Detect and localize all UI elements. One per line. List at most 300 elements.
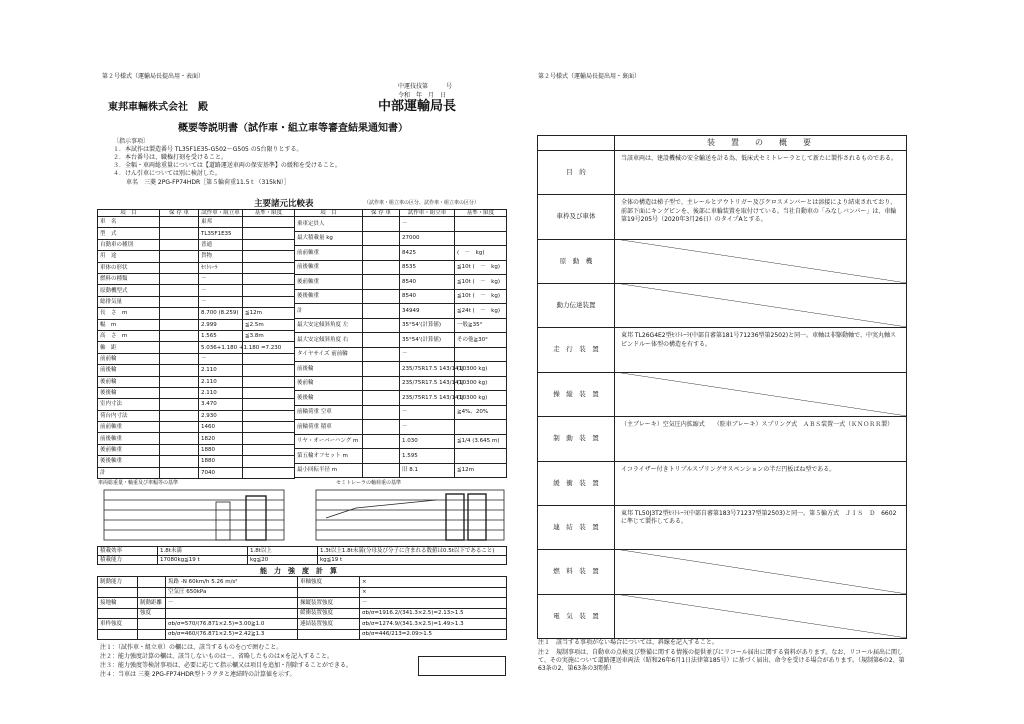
spec-cell: 軸 距 — [98, 342, 160, 353]
device-row-text — [614, 194, 907, 238]
spec-cell: 35°54'(計算値) — [400, 333, 455, 348]
spec-row — [98, 274, 295, 285]
spec-cell — [363, 304, 400, 319]
spec-cell — [160, 330, 199, 341]
instructions-heading: 〔指示事項〕 — [113, 138, 150, 145]
spec-row — [295, 449, 507, 464]
spec-cell: 2.110 — [199, 376, 243, 387]
instruction-2: ２．本台番号は、職権打刻を受けること。 — [113, 154, 228, 161]
spec-cell — [363, 347, 400, 362]
device-row-text — [614, 416, 907, 460]
spec-row — [98, 410, 295, 421]
spec-cell: 前輪荷重 積車 — [295, 420, 363, 435]
spec-cell: 後後輪 — [295, 391, 363, 406]
spec-row — [98, 330, 295, 341]
efficiency-cell: kg≦20 — [248, 556, 318, 565]
device-row-label: 電 気 装 置 — [553, 611, 599, 620]
spec-cell: 貨物 — [199, 251, 243, 262]
spec-cell — [160, 353, 199, 364]
spec-cell: 長 さ m — [98, 308, 160, 319]
performance-cell: 接地輪 — [98, 598, 138, 609]
spec-cell — [243, 285, 295, 296]
spec-cell — [363, 217, 400, 232]
spec-cell: 後前輪 — [295, 376, 363, 391]
spec-cell — [363, 434, 400, 449]
spec-cell — [363, 391, 400, 406]
spec-cell: 8540 — [400, 289, 455, 304]
device-row-label: 原 動 機 — [559, 256, 593, 265]
spec-cell — [243, 422, 295, 433]
spec-cell: 原動機型式 — [98, 285, 160, 296]
spec-row — [98, 217, 295, 228]
spec-cell — [243, 239, 295, 250]
efficiency-row — [98, 556, 507, 565]
spec-cell — [160, 433, 199, 444]
spec-row — [295, 362, 507, 377]
device-row — [538, 505, 906, 550]
spec-row — [98, 376, 295, 387]
spec-row — [295, 231, 507, 246]
device-row-description: （主ブレーキ）空気圧内拡縮式 （駐車ブレーキ）スプリング式 ＡＢＳ装置一式（ＫＮＯＲＲ製） — [621, 421, 894, 429]
device-row-text — [614, 461, 907, 505]
spec-cell — [455, 231, 507, 246]
device-row — [538, 239, 906, 284]
spec-cell: － — [199, 353, 243, 364]
spec-cell — [243, 467, 295, 478]
performance-cell: 制動能力 — [98, 577, 138, 588]
performance-cell: 車枠強度 — [98, 619, 138, 630]
device-row-struck — [614, 372, 907, 416]
device-row-label: 燃 料 装 置 — [553, 567, 599, 576]
spec-cell: タイヤサイズ 前前輪 — [295, 347, 363, 362]
spec-cell: 普通 — [199, 239, 243, 250]
spec-cell — [160, 410, 199, 421]
spec-row — [98, 387, 295, 398]
performance-cell: σb/σ=460/(76.871×2.5)=2.42≧1.3 — [166, 629, 298, 640]
instruction-4: ４．けん引車については別に検討した。 — [113, 170, 221, 177]
spec-cell: － — [400, 420, 455, 435]
performance-cell — [138, 577, 166, 588]
device-row-text — [614, 327, 907, 371]
spec-col-header: 項 目 — [98, 210, 160, 217]
performance-cell: × — [360, 587, 507, 598]
left-note-2: 注２：能力強度計算の欄は、該当しないものは－、省略したものは×を記入すること。 — [100, 653, 334, 660]
performance-row — [98, 577, 507, 588]
spec-cell: 後後輪 — [98, 387, 160, 398]
spec-cell: 1.595 — [400, 449, 455, 464]
spec-row — [295, 347, 507, 362]
right-note-1: 注１ 該当する事項がない場合については、斜線を記入すること。 — [538, 639, 718, 646]
spec-cell — [160, 387, 199, 398]
spec-row — [295, 434, 507, 449]
spec-row — [98, 422, 295, 433]
spec-cell: － — [400, 405, 455, 420]
spec-cell: 前後軸重 — [295, 260, 363, 275]
spec-cell — [455, 217, 507, 232]
spec-col-header: 試作車・組立車 — [400, 210, 455, 217]
instruction-1: １．本試作は製造番号 TL35F1E35-G502～G505 の5台限りとする。 — [113, 146, 303, 153]
device-row-description: イコライザー付きトリプルスプリングサスペンションの半だ円板ばね型である。 — [621, 465, 836, 473]
spec-cell — [455, 347, 507, 362]
spec-row — [98, 262, 295, 273]
performance-cell: － — [360, 598, 507, 609]
performance-row — [98, 629, 507, 640]
device-row-label: 目 的 — [566, 168, 586, 176]
addressee: 東邦車輛株式会社 殿 — [108, 102, 208, 113]
spec-cell: 車 名 — [98, 217, 160, 228]
spec-cell: 最大安定傾斜角度 左 — [295, 318, 363, 333]
spec-row — [295, 333, 507, 348]
spec-cell: 幅 m — [98, 319, 160, 330]
spec-cell — [243, 217, 295, 228]
spec-cell — [243, 399, 295, 410]
spec-row — [295, 246, 507, 261]
spec-cell — [243, 365, 295, 376]
performance-cell — [98, 608, 138, 619]
spec-cell: 前輪荷重 空車 — [295, 405, 363, 420]
stamp-box — [418, 656, 506, 676]
spec-cell: 8535 — [400, 260, 455, 275]
efficiency-cell: 1.3t以上1.8t未満(分母及び分子に含まれる数値は0.5t以下であること) — [318, 547, 507, 556]
spec-cell: ≦1/4 (3.645 m) — [455, 434, 507, 449]
spec-cell: (10300 kg) — [455, 376, 507, 391]
spec-cell — [160, 376, 199, 387]
spec-cell: 東邦 — [199, 217, 243, 228]
spec-cell: 35°54'(計算値) — [400, 318, 455, 333]
spec-cell: － — [199, 274, 243, 285]
spec-cell: ≦12m — [243, 308, 295, 319]
instruction-3: ３．全幅・車両総重量については【道路運送車両の保安基準】の緩和を受けること。 — [113, 162, 341, 169]
performance-cell — [138, 587, 166, 598]
device-row-text — [614, 150, 907, 194]
device-row-description: 東邦 TL26G4E2型ｾﾐﾄﾚｰﾗ(中部自審第181号71236型第2502)と同一。車軸は非駆動軸で、中実丸軸スピンドルー体型の構造を有する。 — [621, 332, 896, 348]
spec-cell: 2.930 — [199, 410, 243, 421]
document-title: 概要等説明書（試作車・組立車等審査結果通知書） — [178, 123, 408, 134]
spec-row — [98, 467, 295, 478]
spec-cell — [243, 228, 295, 239]
spec-cell: － — [199, 296, 243, 307]
spec-row — [98, 308, 295, 319]
spec-cell: 前後輪 — [98, 365, 160, 376]
spec-cell — [243, 376, 295, 387]
spec-cell: 用 途 — [98, 251, 160, 262]
performance-row — [98, 598, 507, 609]
device-row-struck — [614, 549, 907, 593]
spec-cell: 8540 — [400, 275, 455, 290]
doc-number: 中運技技第 号 — [398, 83, 453, 90]
device-row — [538, 549, 906, 594]
spec-cell: 1820 — [199, 433, 243, 444]
spec-cell — [243, 433, 295, 444]
device-row-label: 操 縦 装 置 — [553, 389, 599, 398]
spec-cell: 1.030 — [400, 434, 455, 449]
performance-cell: 連結装置強度 — [298, 619, 360, 630]
performance-cell — [138, 629, 166, 640]
spec-cell — [160, 365, 199, 376]
spec-cell — [243, 387, 295, 398]
performance-table — [97, 576, 507, 640]
spec-cell — [363, 376, 400, 391]
performance-cell: 車軸強度 — [298, 577, 360, 588]
performance-title: 能 力 強 度 計 算 — [260, 567, 337, 575]
spec-cell — [160, 342, 199, 353]
spec-cell — [363, 333, 400, 348]
spec-cell: 高 さ m — [98, 330, 160, 341]
spec-cell: 8425 — [400, 246, 455, 261]
performance-cell: σb/σ=1916.2/(341.3×2.5)=2.13>1.5 — [360, 608, 507, 619]
device-row-description: 全体の構造は梯子型で、主レールとアウトリガー及びクロスメンバーとは溶接により結束されており、前部下面にキングピンを、後部に車輪装置を取付けている。当社自動車の「みなしバンパー」は、車輪第19号205号（2020年3月26日）のタイプAとする。 — [621, 199, 897, 224]
efficiency-cell: 17080kg≦19 t — [158, 556, 248, 565]
spec-col-header: 試作車・組立車 — [199, 210, 243, 217]
spec-cell — [363, 420, 400, 435]
spec-cell — [363, 260, 400, 275]
graph-title-2: セミトレーラの軸荷重の基準 — [336, 480, 402, 486]
spec-row — [295, 420, 507, 435]
spec-cell — [455, 449, 507, 464]
spec-cell — [363, 449, 400, 464]
spec-row — [98, 444, 295, 455]
device-row-description: 東邦 TL50J3T2型ｾﾐﾄﾚｰﾗ(中部自審第183号71237型第2503)と同一。第５輪方式 ＪＩＳ Ｄ 6602に準じて製作してある。 — [621, 509, 897, 526]
spec-cell — [363, 289, 400, 304]
device-overview-table — [537, 135, 907, 639]
device-row — [538, 416, 906, 461]
spec-cell — [243, 274, 295, 285]
spec-cell — [363, 362, 400, 377]
spec-row — [98, 342, 295, 353]
spec-row — [295, 304, 507, 319]
spec-cell: ≦3.8m — [243, 330, 295, 341]
spec-cell: 燃料の種類 — [98, 274, 160, 285]
spec-cell — [160, 296, 199, 307]
spec-col-header: 基準・限度 — [455, 210, 507, 217]
spec-cell: ≦24t ( － kg) — [455, 304, 507, 319]
efficiency-cell: 1.8t以上 — [248, 547, 318, 556]
spec-cell — [160, 274, 199, 285]
spec-cell: 7040 — [199, 467, 243, 478]
spec-cell: ( － kg) — [455, 246, 507, 261]
left-note-1: 注１：（試作車・組立車）の欄には、該当するものを○で囲むこと。 — [100, 644, 283, 651]
spec-cell — [160, 262, 199, 273]
efficiency-row — [98, 547, 507, 556]
spec-cell: ≦12m — [455, 463, 507, 478]
performance-cell: 制動距離 — [138, 598, 166, 609]
spec-cell: 5.036+1.180 +1.180 =7.230 — [199, 342, 243, 353]
spec-cell: 後前輪 — [98, 376, 160, 387]
efficiency-cell: 1.8t未満 — [158, 547, 248, 556]
spec-cell: 34949 — [400, 304, 455, 319]
performance-cell: σb/σ=446/213=2.09>1.5 — [360, 629, 507, 640]
spec-cell: 2.999 — [199, 319, 243, 330]
performance-cell — [98, 629, 138, 640]
spec-cell — [243, 410, 295, 421]
spec-cell: 後後軸重 — [98, 456, 160, 467]
spec-row — [295, 275, 507, 290]
device-row-label: 緩 衝 装 置 — [553, 478, 599, 487]
spec-cell: ≧4%、20% — [455, 405, 507, 420]
spec-cell: 後前軸重 — [295, 275, 363, 290]
spec-cell: 1880 — [199, 444, 243, 455]
spec-cell: － — [199, 285, 243, 296]
device-row-label: 車枠及び車体 — [556, 212, 596, 221]
left-note-3: 注３：能力強度等検討事項は、必要に応じて指示欄又は項目を追加・削除することができる。 — [100, 662, 353, 669]
device-row-struck — [614, 594, 907, 638]
spec-cell: 8.700 (8.259) — [199, 308, 243, 319]
device-overview-header — [538, 136, 906, 151]
spec-col-header: 基準・限度 — [243, 210, 295, 217]
spec-row — [295, 318, 507, 333]
spec-cell: ≦10t ( － kg) — [455, 260, 507, 275]
spec-row — [98, 239, 295, 250]
spec-row — [98, 399, 295, 410]
spec-cell: 最大積載量 kg — [295, 231, 363, 246]
spec-cell: 計 — [98, 467, 160, 478]
spec-cell — [160, 217, 199, 228]
axle-load-graphs — [96, 488, 506, 544]
spec-row — [98, 353, 295, 364]
performance-cell: － — [166, 598, 298, 609]
spec-cell: ≦10t ( － kg) — [455, 289, 507, 304]
spec-cell — [160, 399, 199, 410]
device-row-struck — [614, 283, 907, 327]
spec-cell: 型 式 — [98, 228, 160, 239]
spec-cell — [455, 420, 507, 435]
spec-cell — [160, 319, 199, 330]
spec-row — [295, 260, 507, 275]
spec-cell: 235/75R17.5 143/141J — [400, 391, 455, 406]
performance-cell — [166, 608, 298, 619]
performance-cell: 強度 — [138, 608, 166, 619]
spec-cell — [160, 285, 199, 296]
spec-row — [295, 217, 507, 232]
spec-row — [98, 285, 295, 296]
left-form-number: 第２号様式（運輸局長提出用・表面） — [102, 73, 205, 80]
efficiency-cell: 積載能力 — [98, 556, 158, 565]
spec-cell — [243, 456, 295, 467]
issuer: 中部運輸局長 — [378, 99, 457, 114]
spec-cell: (10300 kg) — [455, 391, 507, 406]
spec-cell — [243, 353, 295, 364]
spec-cell: 前後輪 — [295, 362, 363, 377]
spec-cell: 27000 — [400, 231, 455, 246]
spec-col-header: 保 存 車 — [160, 210, 199, 217]
spec-row — [98, 319, 295, 330]
device-row — [538, 594, 906, 638]
spec-cell: 235/75R17.5 143/141J — [400, 376, 455, 391]
spec-cell — [363, 275, 400, 290]
spec-cell: 後後軸重 — [295, 289, 363, 304]
spec-cell — [160, 228, 199, 239]
spec-cell: TL35F1E35 — [199, 228, 243, 239]
spec-col-header: 項 目 — [295, 210, 363, 217]
spec-cell — [363, 231, 400, 246]
loading-efficiency-table — [97, 546, 507, 565]
right-note-2: 注２ 規制事項は、自動車の点検及び整備に関する情報の提供並びにリコール届出に関する資料があります。なお、リコール届出に関して、その実施について道路運送車両法（昭和26年6月1日法律第185号）に基づく届出、命令を受ける場合があります。（規制第6の2、第63条の2、第63条の3関係） — [538, 649, 905, 673]
performance-cell: 操縦装置強度 — [298, 598, 360, 609]
spec-row — [295, 391, 507, 406]
spec-cell: 2.110 — [199, 387, 243, 398]
spec-cell: リヤ・オーバーハング m — [295, 434, 363, 449]
performance-cell — [298, 629, 360, 640]
performance-cell: 緩衝装置強度 — [298, 608, 360, 619]
device-row-label: 制 動 装 置 — [553, 434, 599, 443]
device-row-description: 当該車両は、建設機械の安全輸送を計る為、低床式セミトレーラとして新たに製作されるものである。 — [621, 155, 898, 162]
spec-cell — [160, 251, 199, 262]
device-row-struck — [614, 239, 907, 283]
spec-cell — [363, 463, 400, 478]
device-row — [538, 150, 906, 195]
performance-cell — [298, 587, 360, 598]
spec-cell — [243, 296, 295, 307]
spec-cell: 車体の形状 — [98, 262, 160, 273]
spec-cell: 荷台内寸法 — [98, 410, 160, 421]
spec-cell: 自動車の種別 — [98, 239, 160, 250]
device-row — [538, 461, 906, 506]
spec-row — [98, 228, 295, 239]
spec-cell: 旧 8.1 — [400, 463, 455, 478]
spec-row — [98, 251, 295, 262]
performance-cell: 坂路 -N 60km/h 5.26 m/s² — [166, 577, 298, 588]
spec-cell: 前後軸重 — [98, 433, 160, 444]
performance-row — [98, 587, 507, 598]
performance-cell — [138, 619, 166, 630]
spec-cell: 最大安定傾斜角度 右 — [295, 333, 363, 348]
spec-cell: 1.565 — [199, 330, 243, 341]
spec-cell: ≦2.5m — [243, 319, 295, 330]
spec-row — [98, 456, 295, 467]
spec-cell — [160, 422, 199, 433]
spec-table-left — [97, 209, 295, 479]
spec-row — [295, 405, 507, 420]
device-row-text — [614, 505, 907, 549]
device-row-label: 走 行 装 置 — [553, 345, 599, 354]
spec-cell: － — [400, 347, 455, 362]
spec-cell: 室内寸法 — [98, 399, 160, 410]
spec-cell — [160, 444, 199, 455]
spec-cell — [243, 251, 295, 262]
spec-cell: ｾﾐﾄﾚｰﾗ — [199, 262, 243, 273]
efficiency-cell: kg≦19 t — [318, 556, 507, 565]
device-row — [538, 372, 906, 417]
spec-row — [295, 376, 507, 391]
doc-date: 令和 年 月 日 — [398, 92, 447, 99]
spec-cell: 1880 — [199, 456, 243, 467]
spec-row — [98, 296, 295, 307]
spec-cell: － — [400, 217, 455, 232]
device-row-label: 連 結 装 置 — [553, 522, 599, 531]
efficiency-cell: 積載効率 — [98, 547, 158, 556]
spec-cell — [363, 318, 400, 333]
performance-row — [98, 608, 507, 619]
spec-cell: 1460 — [199, 422, 243, 433]
performance-row — [98, 619, 507, 630]
spec-cell: 前前軸重 — [295, 246, 363, 261]
spec-cell: 2.110 — [199, 365, 243, 376]
spec-cell: 235/75R17.5 143/141J — [400, 362, 455, 377]
spec-row — [295, 289, 507, 304]
spec-cell: 第五輪オフセット m — [295, 449, 363, 464]
spec-cell: 乗車定員人 — [295, 217, 363, 232]
spec-cell: 3.470 — [199, 399, 243, 410]
left-note-4: 注４：当車は 三菱 2PG-FP74HDR型トラクタと連結時の計算値を示す。 — [100, 671, 296, 678]
device-overview-title: 装 置 の 概 要 — [614, 136, 907, 150]
device-row — [538, 283, 906, 328]
spec-cell: 前前輪 — [98, 353, 160, 364]
spec-cell: 計 — [295, 304, 363, 319]
spec-col-header: 保 存 車 — [363, 210, 400, 217]
spec-table-right — [294, 209, 507, 478]
spec-cell: 後前軸重 — [98, 444, 160, 455]
spec-row — [98, 365, 295, 376]
